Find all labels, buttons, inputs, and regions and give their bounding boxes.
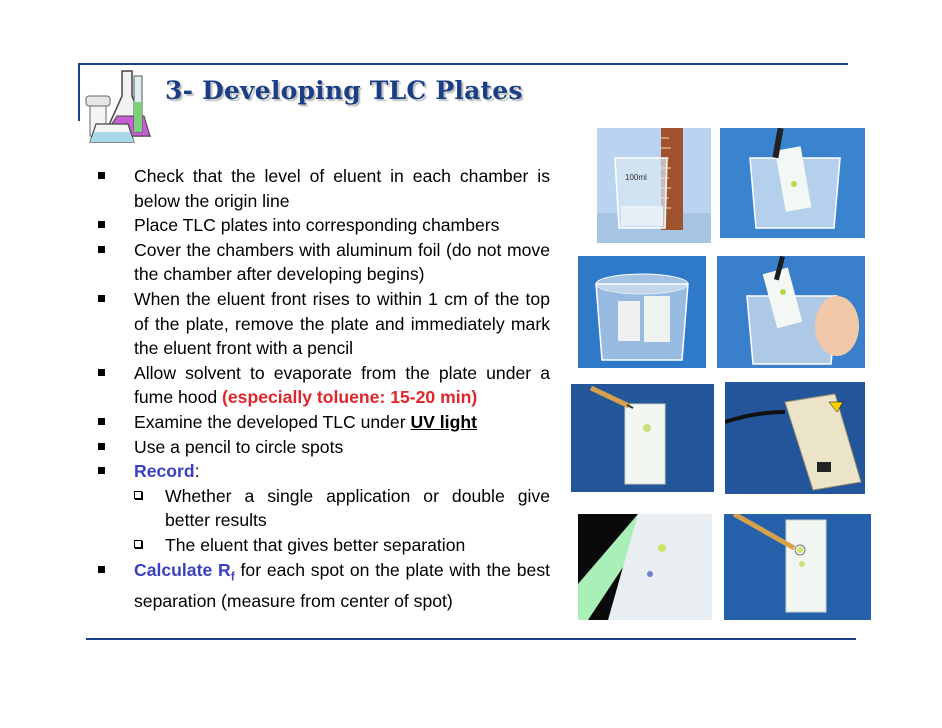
bullet-item: Check that the level of eluent in each chamber is below the origin line (98, 164, 550, 213)
bullet-item: Allow solvent to evaporate from the plate under a fume hood (especially toluene: 15-20 min) (98, 361, 550, 410)
photo-plate-in-beaker (720, 128, 865, 238)
bullet-item: Record: (98, 459, 550, 484)
bullet-item: When the eluent front rises to within 1 cm of the top of the plate, remove the plate and immediately mark the eluent front with a pencil (98, 287, 550, 361)
toluene-note: (especially toluene: 15-20 min) (222, 387, 478, 408)
lab-glassware-icon (84, 66, 164, 148)
photo-circle-spots (724, 514, 871, 620)
photo-uv-plate (578, 514, 712, 620)
beaker-label: 100ml (625, 173, 647, 182)
sub-bullet-item: The eluent that gives better separation (98, 533, 550, 558)
sub-bullet-item: Whether a single application or double give better results (98, 484, 550, 533)
sub-bullet-box-icon (134, 491, 142, 499)
uv-light-text: UV light (410, 411, 477, 432)
top-rule (78, 63, 848, 65)
bullet-item: Cover the chambers with aluminum foil (do not move the chamber after developing begins) (98, 238, 550, 287)
bullet-item: Place TLC plates into corresponding chambers (98, 213, 550, 238)
calculate-rf-label: Calculate $R_f$ (134, 559, 235, 584)
slide-title: 3- Developing TLC Plates (165, 76, 523, 105)
photo-uv-lamp (725, 382, 865, 494)
bullet-square-icon (98, 566, 105, 573)
bullet-square-icon (98, 172, 105, 179)
bullet-square-icon (98, 221, 105, 228)
sub-bullet-box-icon (134, 540, 142, 548)
bullet-square-icon (98, 246, 105, 253)
photo-remove-plate (717, 256, 865, 368)
bullet-square-icon (98, 418, 105, 425)
photo-beaker-ruler (597, 128, 711, 243)
bullet-square-icon (98, 467, 105, 474)
bullet-item: Calculate $R_f$ for each spot on the plate with the best separation (measure from center of spot) (98, 558, 550, 614)
bullet-square-icon (98, 443, 105, 450)
bullet-item: Use a pencil to circle spots (98, 435, 550, 460)
bottom-rule (86, 638, 856, 640)
left-rule (78, 63, 80, 121)
record-label: Record (134, 461, 195, 482)
bullet-list (98, 164, 550, 613)
bullet-square-icon (98, 369, 105, 376)
bullet-square-icon (98, 295, 105, 302)
photo-beaker-foil (578, 256, 706, 368)
photo-mark-plate (571, 384, 714, 492)
bullet-item: Examine the developed TLC under UV light (98, 410, 550, 435)
